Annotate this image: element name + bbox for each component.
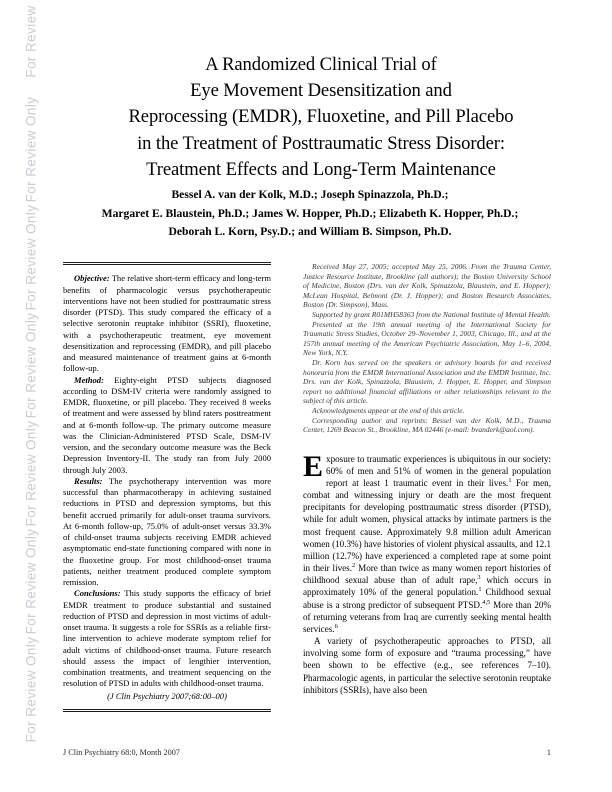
affiliation-corresponding: Corresponding author and reprints: Bessel van der Kolk, M.D., Trauma Center, 1269 Beacon St., Brookline, MA 02446 (e-mail: bvanderk@aol.com).: [303, 415, 551, 435]
abstract-conclusions: [63, 588, 271, 689]
title-line-4: in the Treatment of Posttraumatic Stress Disorder:: [137, 132, 505, 154]
footer-page-number: 1: [546, 748, 551, 757]
affiliation-presented: Presented at the 19th annual meeting of the International Society for Traumatic Stress Studies, October 29–November 1, 2003, Chicago, Ill., and at the 157th annual meeting of the American Psychiatric Association, May 1–6, 2004, New York, N.Y.: [303, 319, 551, 358]
affiliation-received: Received May 27, 2005; accepted May 25, 2006. From the Trauma Center, Justice Resource Institute, Brookline (all authors); the Boston University School of Medicine, Boston (Drs. van der Kolk, Spinazzola, Blaustein, and E. Hopper); McLean Hospital, Belmont (Dr. J. Hopper); and Boston Research Associates, Boston (Dr. Simpson), Mass.: [303, 262, 551, 310]
body-text: [303, 449, 552, 696]
abstract-bottom-rule: [63, 709, 271, 712]
abstract-method-text: Eighty-eight PTSD subjects diagnosed according to DSM-IV criteria were randomly assigned to EMDR, fluoxetine, or pill placebo. They received 8 weeks of treatment and were assessed by blind raters posttreatment and at 6-month follow-up. The primary outcome measure was the Clinician-Administered PTSD Scale, DSM-IV version, and the secondary outcome measure was the Beck Depression Inventory-II. The study ran from July 2000 through July 2003.: [63, 374, 271, 475]
citation-ref-5: 4,5: [482, 598, 491, 606]
author-list: [60, 186, 560, 242]
body-p1-seg5: Childhood sexual abuse is a strong predictor of subsequent PTSD.: [303, 587, 551, 610]
watermark-text: For Review Only: [23, 420, 39, 527]
abstract-results-label: Results:: [74, 475, 103, 486]
affiliations-block: [303, 262, 551, 435]
citation-ref-4: 1: [478, 586, 482, 594]
abstract-citation: (J Clin Psychiatry 2007;68:00–00): [107, 690, 227, 701]
abstract-results: [63, 476, 271, 589]
watermark-text: For Review Only: [23, 528, 39, 635]
title-line-1: A Randomized Clinical Trial of: [205, 54, 437, 75]
affiliation-support: Supported by grant R01MH58363 from the National Institute of Mental Health.: [312, 309, 551, 319]
abstract-objective-text: The relative short-term efficacy and long-term benefits of pharmacologic versus psychotherapeutic interventions have not been studied for posttraumatic stress disorder (PTSD). This study compared the efficacy of a selective serotonin reuptake inhibitor (SSRI), fluoxetine, with a psychotherapeutic treatment, eye movement desensitization and reprocessing (EMDR), and pill placebo and measured maintenance of treatment gains at 6-month follow-up.: [63, 273, 271, 374]
body-paragraph-2: A variety of psychotherapeutic approaches to PTSD, all involving some form of exposure and “trauma processing,” have been shown to be effective (e.g., see references 7–10). Pharmacologic agents, in particular the selective serotonin reuptake inhibitors (SSRIs), have also been: [303, 636, 551, 695]
drop-cap: E: [303, 449, 324, 483]
title-line-5: Treatment Effects and Long-Term Maintenance: [146, 158, 496, 180]
watermark-text: For Review Only: [23, 96, 39, 203]
watermark-text: For Review Only: [23, 312, 39, 419]
citation-ref-1: 1: [508, 476, 512, 484]
abstract-method: [63, 375, 271, 476]
footer-journal-line: J Clin Psychiatry 68:0, Month 2007: [63, 748, 180, 757]
abstract-top-rule: [63, 262, 271, 265]
title-line-2: Eye Movement Desensitization and: [190, 80, 452, 102]
watermark-strip: [0, 0, 62, 792]
watermark-text: For Review Only: [23, 636, 39, 743]
citation-ref-2: 2: [352, 562, 356, 570]
abstract-results-text: The psychotherapy intervention was more successful than pharmacotherapy in achieving sustained reductions in PTSD and depression symptoms, but this benefit accrued primarily for adult-onset trauma survivors. At 6-month follow-up, 75.0% of adult-onset versus 33.3% of child-onset trauma subjects receiving EMDR achieved asymptomatic end-state functioning compared with none in the fluoxetine group. For most childhood-onset trauma patients, neither treatment produced complete symptom remission.: [63, 475, 271, 588]
body-p1-seg3: More than twice as many women report histories of childhood sexual abuse than of adult rape,: [303, 563, 552, 586]
author-line-2: Margaret E. Blaustein, Ph.D.; James W. Hopper, Ph.D.; Elizabeth K. Hopper, Ph.D.;: [101, 206, 519, 220]
author-line-3: Deborah L. Korn, Psy.D.; and William B. Simpson, Ph.D.: [168, 225, 452, 239]
page-title: [86, 52, 556, 183]
abstract-conclusions-label: Conclusions:: [74, 588, 121, 599]
page-footer: [63, 748, 551, 757]
affiliation-disclosure: Dr. Korn has served on the speakers or advisory boards for and received honoraria from the EMDR International Association and the EMDR Institute, Inc. Drs. van der Kolk, Spinazzola, Blaustein, J. Hopper, E. Hopper, and Simpson report no additional financial affiliations or other relationships relevant to the subject of this article.: [303, 357, 551, 406]
body-p1-seg2: For men, combat and witnessing injury or death are the most frequent precipitants for developing posttraumatic stress disorder (PTSD), while for adult women, physical attacks by intimate partners is the most frequent cause. Approximately 9.8 million adult American women (10.3%) have histories of violent physical assaults, and 12.1 million (12.7%) have experienced a completed rape at some point in their lives.: [303, 478, 551, 574]
abstract-objective-label: Objective:: [74, 273, 110, 284]
abstract-objective: [63, 273, 271, 374]
abstract: [63, 273, 271, 702]
body-p1-seg6: More than 20% of returning veterans from Iraq are currently seeking mental health services.: [303, 599, 552, 634]
title-line-3: Reprocessing (EMDR), Fluoxetine, and Pill Placebo: [128, 106, 514, 128]
citation-ref-3: 3: [477, 574, 481, 582]
watermark-text: For Review: [23, 5, 39, 78]
watermark-text: For Review Only: [23, 204, 39, 311]
body-paragraph-1: [303, 449, 552, 635]
affiliation-acknowledgments: Acknowledgments appear at the end of this article.: [312, 405, 465, 415]
main-column: [303, 262, 551, 696]
body-p1-seg4: which occurs in approximately 10% of the general population.: [303, 575, 551, 598]
body-p1-seg1: xposure to traumatic experiences is ubiquitous in our society: 60% of men and 51% of women in the general population report at least 1 traumatic event in their lives.: [326, 453, 551, 488]
citation-ref-6: 6: [334, 622, 338, 630]
abstract-method-label: Method:: [74, 374, 104, 385]
author-line-1: Bessel A. van der Kolk, M.D.; Joseph Spinazzola, Ph.D.;: [171, 188, 449, 201]
abstract-column: [63, 262, 271, 712]
abstract-conclusions-text: This study supports the efficacy of brief EMDR treatment to produce substantial and sustained reduction of PTSD and depression in most victims of adult-onset trauma. It suggests a role for SSRIs as a reliable first-line intervention to achieve moderate symptom relief for adult victims of childhood-onset trauma. Future research should assess the impact of lengthier intervention, combination treatments, and treatment sequencing on the resolution of PTSD in adults with childhood-onset trauma.: [63, 588, 271, 689]
